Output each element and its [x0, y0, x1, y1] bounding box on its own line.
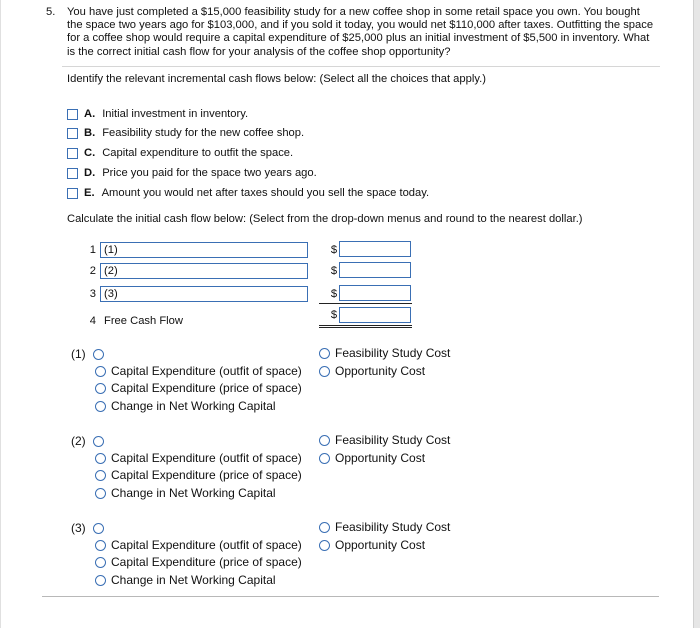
radio-icon[interactable] [95, 470, 106, 481]
question-number: 5. [46, 6, 56, 18]
option-capex-outfit[interactable] [95, 363, 302, 379]
radio-icon[interactable] [95, 366, 106, 377]
bottom-divider [42, 596, 659, 597]
option-feasibility[interactable] [319, 519, 450, 535]
checkbox-b[interactable] [67, 128, 78, 139]
option-label: Feasibility Study Cost [335, 346, 451, 360]
option-nwc[interactable] [95, 398, 276, 414]
option-label: Opportunity Cost [335, 364, 426, 378]
radio-icon[interactable] [319, 453, 330, 464]
group-label-3 [71, 521, 104, 535]
checkbox-e[interactable] [67, 188, 78, 199]
option-feasibility[interactable] [319, 345, 450, 361]
calc-row-total [80, 312, 183, 330]
group-label-2 [71, 434, 104, 448]
choice-text: Feasibility study for the new coffee shop. [102, 127, 305, 139]
radio-icon[interactable] [319, 540, 330, 551]
radio-icon[interactable] [95, 453, 106, 464]
amount-input-2[interactable] [339, 262, 411, 278]
radio-icon[interactable] [319, 348, 330, 359]
group-label-text: (3) [71, 521, 86, 535]
option-opportunity[interactable] [319, 363, 425, 379]
option-label: Capital Expenditure (outfit of space) [111, 364, 302, 378]
choice-text: Capital expenditure to outfit the space. [102, 147, 294, 159]
radio-icon[interactable] [95, 488, 106, 499]
radio-icon[interactable] [319, 435, 330, 446]
double-rule-bottom [319, 327, 412, 328]
option-capex-price[interactable] [95, 554, 302, 570]
scrollbar-track[interactable] [693, 0, 700, 628]
amount-input-1[interactable] [339, 241, 411, 257]
radio-blank-option[interactable] [93, 436, 104, 447]
calc-row-2 [80, 262, 308, 280]
window-left-edge [0, 0, 1, 628]
choice-letter: E. [84, 187, 95, 199]
choice-b[interactable] [67, 126, 304, 140]
part2-instruction: Calculate the initial cash flow below: (Select from the drop-down menus and round to the nearest dollar.) [67, 213, 583, 225]
free-cash-flow-label: Free Cash Flow [104, 315, 183, 327]
choice-text: Price you paid for the space two years ago. [102, 167, 317, 179]
option-label: Opportunity Cost [335, 538, 426, 552]
option-capex-outfit[interactable] [95, 450, 302, 466]
dropdown-2[interactable]: (2) [100, 263, 308, 279]
choice-text: Amount you would net after taxes should you sell the space today. [101, 187, 430, 199]
row-number: 4 [89, 315, 96, 327]
checkbox-a[interactable] [67, 109, 78, 120]
currency-symbol: $ [330, 244, 338, 256]
currency-symbol: $ [330, 288, 338, 300]
radio-icon[interactable] [95, 401, 106, 412]
total-rule [319, 303, 412, 304]
option-label: Capital Expenditure (outfit of space) [111, 538, 302, 552]
radio-blank-option[interactable] [93, 523, 104, 534]
free-cash-flow-input[interactable] [339, 307, 411, 323]
option-label: Change in Net Working Capital [111, 486, 276, 500]
option-label: Capital Expenditure (price of space) [111, 468, 302, 482]
choice-letter: B. [84, 127, 96, 139]
option-label: Capital Expenditure (outfit of space) [111, 451, 302, 465]
radio-icon[interactable] [95, 540, 106, 551]
calc-row-3 [80, 285, 308, 303]
choice-d[interactable] [67, 166, 317, 180]
radio-icon[interactable] [95, 557, 106, 568]
option-feasibility[interactable] [319, 432, 450, 448]
option-opportunity[interactable] [319, 450, 425, 466]
dropdown-1[interactable]: (1) [100, 242, 308, 258]
double-rule-top [319, 325, 412, 326]
group-label-text: (2) [71, 434, 86, 448]
option-label: Capital Expenditure (price of space) [111, 381, 302, 395]
option-opportunity[interactable] [319, 537, 425, 553]
currency-symbol: $ [330, 309, 338, 321]
amount-input-3[interactable] [339, 285, 411, 301]
option-label: Feasibility Study Cost [335, 433, 451, 447]
checkbox-d[interactable] [67, 168, 78, 179]
radio-icon[interactable] [319, 366, 330, 377]
row-number: 2 [89, 265, 96, 277]
section-divider [62, 66, 660, 67]
option-label: Change in Net Working Capital [111, 573, 276, 587]
option-label: Change in Net Working Capital [111, 399, 276, 413]
question-text: You have just completed a $15,000 feasibility study for a new coffee shop in some retail space you own. You bought the space two years ago for $103,000, and if you sold it today, you would net $110,000 after taxes. Outfitting the space for a coffee shop would require a capital expenditure of $25,000 plus an initial investment of $5,500 in inventory. What is the correct initial cash flow for your analysis of the coffee shop opportunity? [67, 6, 654, 58]
group-label-text: (1) [71, 347, 86, 361]
radio-icon[interactable] [95, 383, 106, 394]
option-label: Opportunity Cost [335, 451, 426, 465]
row-number: 3 [89, 288, 96, 300]
option-capex-price[interactable] [95, 467, 302, 483]
choice-e[interactable] [67, 186, 429, 200]
checkbox-c[interactable] [67, 148, 78, 159]
option-nwc[interactable] [95, 572, 276, 588]
row-number: 1 [89, 244, 96, 256]
choice-text: Initial investment in inventory. [102, 108, 249, 120]
calc-row-1 [80, 241, 308, 259]
option-capex-outfit[interactable] [95, 537, 302, 553]
radio-blank-option[interactable] [93, 349, 104, 360]
choice-letter: D. [84, 167, 96, 179]
option-label: Capital Expenditure (price of space) [111, 555, 302, 569]
choice-c[interactable] [67, 146, 293, 160]
option-label: Feasibility Study Cost [335, 520, 451, 534]
option-nwc[interactable] [95, 485, 276, 501]
choice-a[interactable] [67, 107, 248, 121]
choice-letter: A. [84, 108, 96, 120]
radio-icon[interactable] [319, 522, 330, 533]
currency-symbol: $ [330, 265, 338, 277]
choice-letter: C. [84, 147, 96, 159]
radio-icon[interactable] [95, 575, 106, 586]
dropdown-3[interactable]: (3) [100, 286, 308, 302]
group-label-1 [71, 347, 104, 361]
part1-instruction: Identify the relevant incremental cash flows below: (Select all the choices that apply.) [67, 73, 486, 85]
option-capex-price[interactable] [95, 380, 302, 396]
